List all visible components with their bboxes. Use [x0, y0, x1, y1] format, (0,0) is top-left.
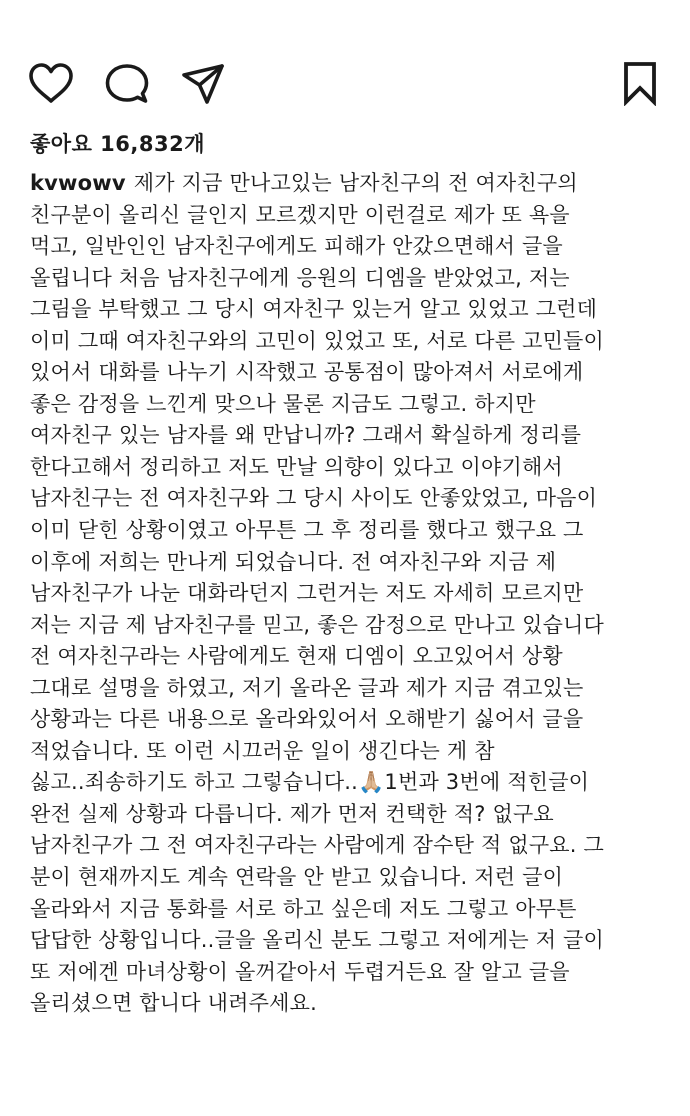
username-link[interactable]: kvwowv — [30, 171, 126, 195]
caption-line: 먹고, 일반인인 남자친구에게도 피해가 안갔으면해서 글을 — [30, 234, 563, 259]
post-action-bar — [0, 0, 690, 120]
caption-line: 완전 실제 상황과 다릅니다. 제가 먼저 컨택한 적? 없구요 — [30, 801, 554, 826]
caption-line: 적었습니다. 또 이런 시끄러운 일이 생긴다는 게 참 — [30, 738, 495, 763]
caption-text: 제가 지금 만나고있는 남자친구의 전 여자친구의 — [133, 171, 578, 195]
caption-line: 있어서 대화를 나누기 시작했고 공통점이 많아져서 서로에게 — [30, 360, 584, 385]
heart-icon[interactable] — [28, 62, 74, 104]
post-caption — [30, 168, 670, 1020]
caption-line: 전 여자친구라는 사람에게도 현재 디엠이 오고있어서 상황 — [30, 644, 563, 669]
caption-line: 남자친구가 그 전 여자친구라는 사람에게 잠수탄 적 없구요. 그 — [30, 833, 605, 858]
comment-bubble-icon[interactable] — [104, 62, 150, 106]
caption-line: 답답한 상황입니다..글을 올리신 분도 그렇고 저에게는 저 글이 — [30, 928, 605, 953]
caption-line: 또 저에겐 마녀상황이 올꺼같아서 두렵거든요 잘 알고 글을 — [30, 959, 570, 984]
caption-line: 분이 현재까지도 계속 연락을 안 받고 있습니다. 저런 글이 — [30, 865, 564, 890]
caption-line: 올라와서 지금 통화를 서로 하고 싶은데 저도 그렇고 아무튼 — [30, 896, 577, 921]
caption-line: 이미 닫힌 상황이였고 아무튼 그 후 정리를 했다고 했구요 그 — [30, 518, 584, 543]
caption-line: 싫고..죄송하기도 하고 그렇습니다..🙏🏼1번과 3번에 적힌글이 — [30, 770, 590, 795]
caption-line: 친구분이 올리신 글인지 모르겠지만 이런걸로 제가 또 욕을 — [30, 202, 570, 227]
bookmark-icon[interactable] — [618, 60, 662, 106]
caption-line: 좋은 감정을 느낀게 맞으나 물론 지금도 그렇고. 하지만 — [30, 391, 536, 416]
caption-line: 상황과는 다른 내용으로 올라와있어서 오해받기 싫어서 글을 — [30, 707, 584, 732]
caption-line: 한다고해서 정리하고 저도 만날 의향이 있다고 이야기해서 — [30, 454, 563, 479]
caption-line: 이미 그때 여자친구와의 고민이 있었고 또, 서로 다른 고민들이 — [30, 328, 605, 353]
caption-line — [30, 168, 670, 200]
caption-line: 저는 지금 제 남자친구를 믿고, 좋은 감정으로 만나고 있습니다 — [30, 612, 605, 637]
caption-line: 여자친구 있는 남자를 왜 만납니까? 그래서 확실하게 정리를 — [30, 423, 582, 448]
caption-line: 올리셨으면 합니다 내려주세요. — [30, 991, 317, 1016]
caption-line: 이후에 저희는 만나게 되었습니다. 전 여자친구와 지금 제 — [30, 549, 557, 574]
likes-count[interactable]: 좋아요 16,832개 — [30, 132, 205, 156]
caption-line: 그대로 설명을 하였고, 저기 올라온 글과 제가 지금 겪고있는 — [30, 675, 584, 700]
caption-line: 남자친구가 나눈 대화라던지 그런거는 저도 자세히 모르지만 — [30, 581, 584, 606]
caption-line: 그림을 부탁했고 그 당시 여자친구 있는거 알고 있었고 그런데 — [30, 297, 598, 322]
caption-line: 남자친구는 전 여자친구와 그 당시 사이도 안좋았었고, 마음이 — [30, 486, 598, 511]
caption-line: 올립니다 처음 남자친구에게 응원의 디엠을 받았었고, 저는 — [30, 265, 570, 290]
paper-plane-icon[interactable] — [180, 62, 226, 106]
